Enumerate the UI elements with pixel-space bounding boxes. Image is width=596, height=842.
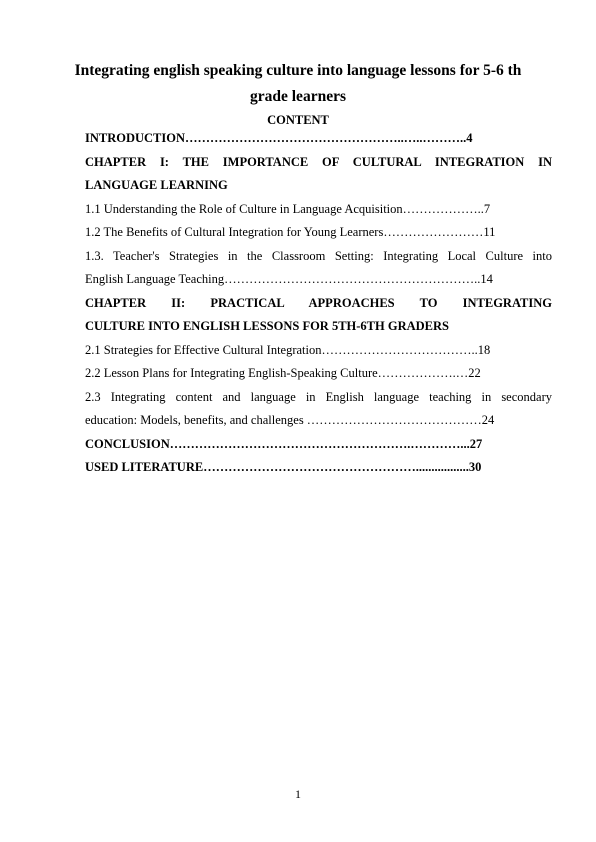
toc-chapter-2-line-1: CHAPTER II: PRACTICAL APPROACHES TO INTEGRATING: [85, 295, 552, 310]
toc-chapter-2-line-2: CULTURE INTO ENGLISH LESSONS FOR 5TH-6TH GRADERS: [85, 319, 449, 333]
toc-entry-introduction: INTRODUCTION……………………………………………..…..………..4: [85, 131, 473, 145]
toc-entry-2-2: 2.2 Lesson Plans for Integrating English-Speaking Culture……………….…22: [85, 366, 481, 380]
toc-entry-1-1: 1.1 Understanding the Role of Culture in Language Acquisition………………..7: [85, 201, 491, 216]
page-number: 1: [295, 787, 301, 801]
toc-entry-2-3-line-2: education: Models, benefits, and challenges ……………………………………24: [85, 413, 495, 427]
toc-chapter-1-line-2: LANGUAGE LEARNING: [85, 178, 228, 192]
toc-entry-conclusion: CONCLUSION………………………………………………….…………...27: [85, 436, 483, 451]
toc-entry-used-literature: USED LITERATURE…………………………………………….................30: [85, 460, 482, 474]
toc-entry-1-3-line-1: 1.3. Teacher's Strategies in the Classroom Setting: Integrating Local Culture into: [85, 248, 552, 263]
content-heading: CONTENT: [267, 113, 329, 127]
toc-entry-2-1: 2.1 Strategies for Effective Cultural Integration………………………………..18: [85, 342, 491, 357]
toc-entry-2-3-line-1: 2.3 Integrating content and language in English language teaching in secondary: [85, 389, 552, 404]
toc-chapter-1-line-1: CHAPTER I: THE IMPORTANCE OF CULTURAL INTEGRATION IN: [85, 154, 552, 169]
toc-entry-1-3-line-2: English Language Teaching……………………………………………………..14: [85, 272, 493, 286]
document-title: Integrating english speaking culture into language lessons for 5-6 th grade learners: [74, 62, 522, 105]
table-of-contents: [85, 127, 552, 480]
toc-entry-1-2: 1.2 The Benefits of Cultural Integration for Young Learners……………………11: [85, 225, 496, 239]
